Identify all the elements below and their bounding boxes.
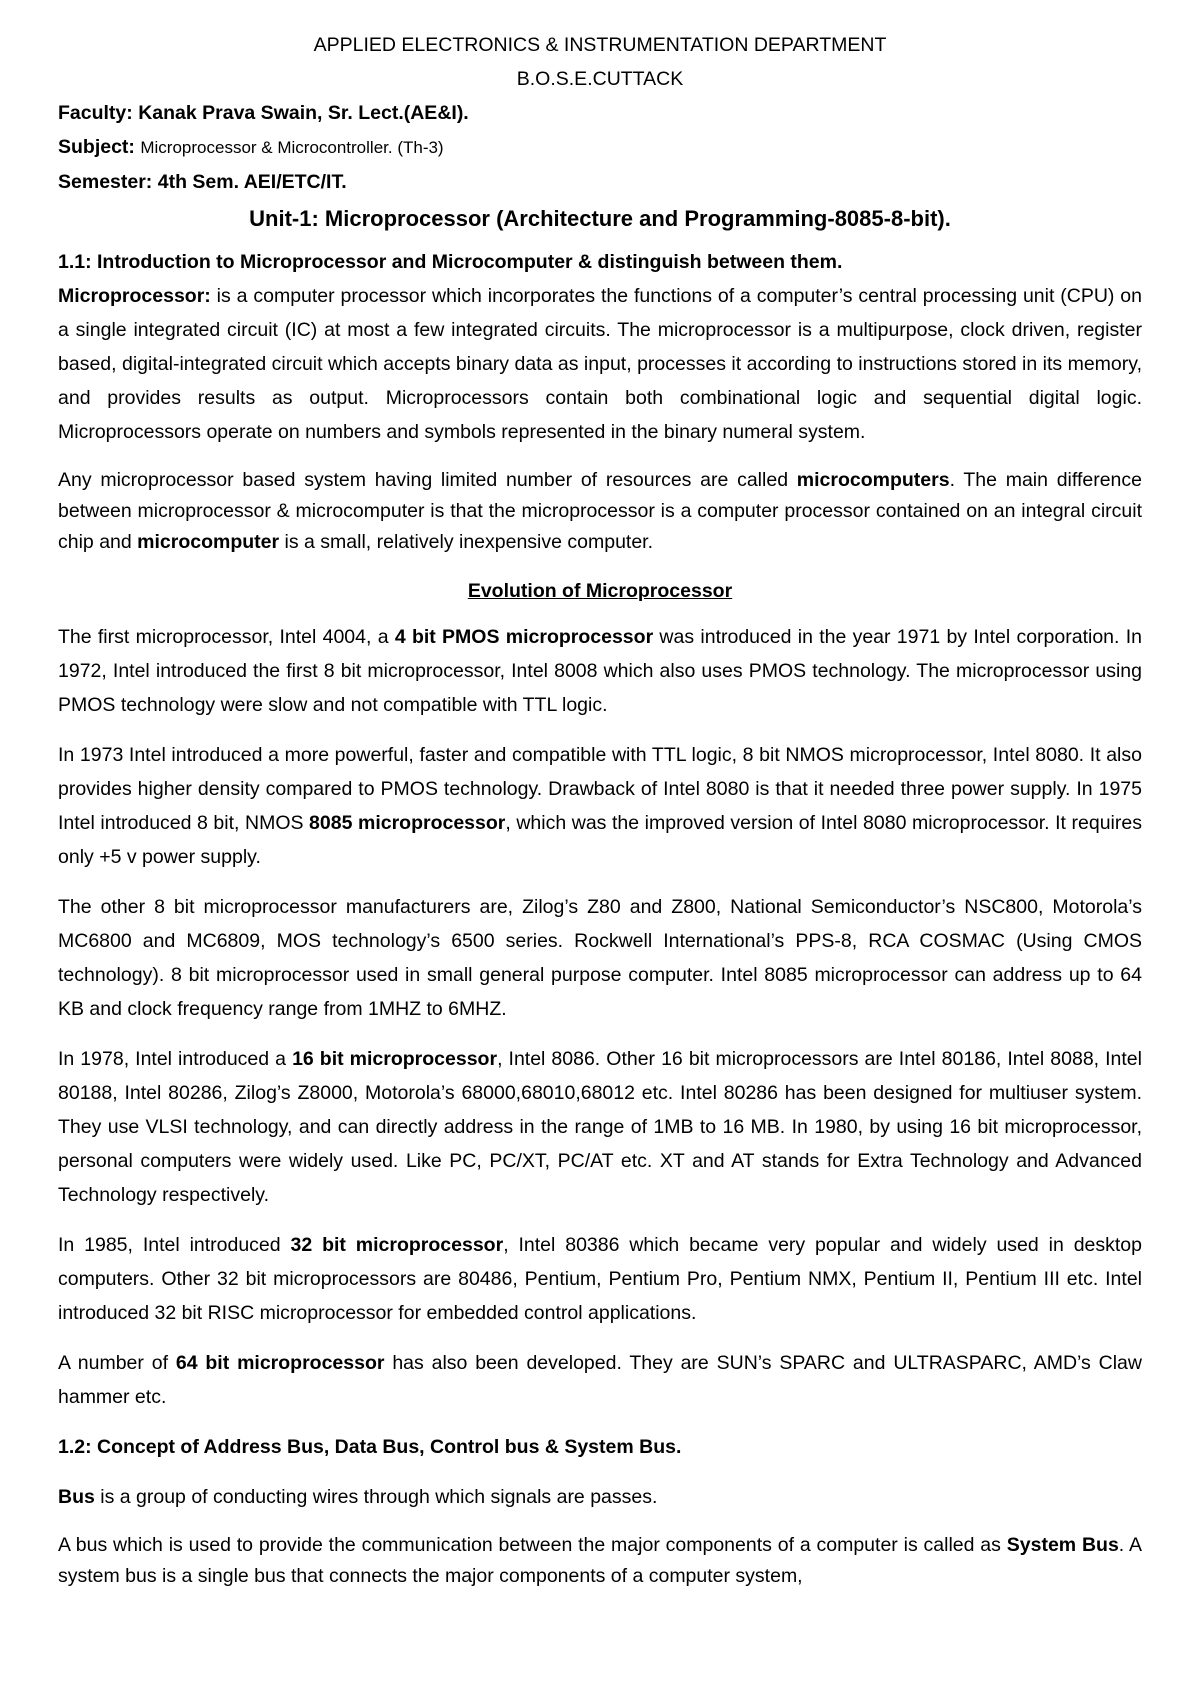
bold-term: microcomputer: [137, 531, 280, 553]
text-run: is a group of conducting wires through which signals are passes.: [94, 1486, 658, 1508]
text-run: , Intel 8086. Other 16 bit microprocessors are Intel 80186, Intel 8088, Intel 80188, Intel 80286, Zilog’s Z8000, Motorola’s 68000,68010,68012 etc. Intel 80286 has been designed for multiuser system. They use VLSI technology, and can directly address in the range of 1MB to 16 MB. In 1980, by using 16 bit microprocessor, personal computers were widely used. Like PC, PC/XT, PC/AT etc. XT and AT stands for Extra Technology and Advanced Technology respectively.: [58, 1048, 1142, 1206]
microprocessor-text: is a computer processor which incorporates the functions of a computer’s central processing unit (CPU) on a single integrated circuit (IC) at most a few integrated circuits. The microprocessor is a multipurpose, clock driven, register based, digital-integrated circuit which accepts binary data as input, processes it according to instructions stored in its memory, and provides results as output. Microprocessors contain both combinational logic and sequential digital logic. Microprocessors operate on numbers and symbols represented in the binary numeral system.: [58, 285, 1142, 443]
faculty-line: [58, 96, 1142, 130]
text-run: A bus which is used to provide the communication between the major components of a computer is called as: [58, 1534, 1007, 1556]
text-run: was introduced in the year 1971 by Intel corporation. In 1972, Intel introduced the first 8 bit microprocessor, Intel 8008 which also uses PMOS technology. The microprocessor using PMOS technology were slow and not compatible with TTL logic.: [58, 626, 1142, 716]
text-run: , Intel 80386 which became very popular and widely used in desktop computers. Other 32 bit microprocessors are 80486, Pentium, Pentium Pro, Pentium NMX, Pentium II, Pentium III etc. Intel introduced 32 bit RISC microprocessor for embedded control applications.: [58, 1234, 1142, 1324]
bold-term: Bus: [58, 1486, 95, 1508]
evolution-paragraph-6: [58, 1346, 1142, 1414]
faculty-label: Faculty:: [58, 102, 133, 124]
text-run: . A system bus is a single bus that connects the major components of a computer system,: [58, 1534, 1142, 1587]
bold-term: microcomputers: [796, 469, 950, 491]
microcomputer-paragraph: [58, 465, 1142, 558]
text-run: is a small, relatively inexpensive computer.: [279, 531, 654, 553]
text-run: In 1978, Intel introduced a: [58, 1048, 293, 1070]
system-bus-paragraph: [58, 1530, 1142, 1592]
microprocessor-definition: [58, 279, 1142, 449]
unit-title: Unit-1: Microprocessor (Architecture and Programming-8085-8-bit).: [249, 206, 951, 231]
section-2-title: 1.2: Concept of Address Bus, Data Bus, Control bus & System Bus.: [58, 1436, 682, 1458]
evolution-paragraph-1: [58, 620, 1142, 722]
text-run: , which was the improved version of Intel 8080 microprocessor. It requires only +5 v power supply.: [58, 812, 1142, 868]
evolution-heading: Evolution of Microprocessor: [467, 580, 733, 602]
subject-line: [58, 130, 1142, 165]
faculty-value: Kanak Prava Swain, Sr. Lect.(AE&I).: [138, 102, 469, 124]
bold-term: 8085 microprocessor: [309, 812, 506, 834]
bold-term: 32 bit microprocessor: [290, 1234, 504, 1256]
bus-definition: [58, 1480, 1142, 1514]
bold-term: 4 bit PMOS microprocessor: [394, 626, 654, 648]
semester-value: 4th Sem. AEI/ETC/IT.: [157, 171, 347, 193]
evolution-paragraph-5: [58, 1228, 1142, 1330]
evolution-paragraph-4: [58, 1042, 1142, 1212]
text-run: A number of: [58, 1352, 176, 1374]
semester-label: Semester:: [58, 171, 153, 193]
subject-label: Subject:: [58, 136, 135, 158]
evolution-paragraph-3: The other 8 bit microprocessor manufacturers are, Zilog’s Z80 and Z800, National Semiconductor’s NSC800, Motorola’s MC6800 and MC6809, MOS technology’s 6500 series. Rockwell International’s PPS-8, RCA COSMAC (Using CMOS technology). 8 bit microprocessor used in small general purpose computer. Intel 8085 microprocessor can address up to 64 KB and clock frequency range from 1MHZ to 6MHZ.: [58, 896, 1142, 1020]
text-run: Any microprocessor based system having limited number of resources are called: [58, 469, 797, 491]
text-run: In 1973 Intel introduced a more powerful, faster and compatible with TTL logic, 8 bit NMOS microprocessor, Intel 8080. It also provides higher density compared to PMOS technology. Drawback of Intel 8080 is that it needed three power supply. In 1975 Intel introduced 8 bit, NMOS: [58, 744, 1142, 834]
section-1-title: 1.1: Introduction to Microprocessor and Microcomputer & distinguish between them.: [58, 251, 843, 273]
text-run: In 1985, Intel introduced: [58, 1234, 291, 1256]
text-run: has also been developed. They are SUN’s SPARC and ULTRASPARC, AMD’s Claw hammer etc.: [58, 1352, 1142, 1408]
bold-term: 16 bit microprocessor: [292, 1048, 498, 1070]
text-run: . The main difference between microprocessor & microcomputer is that the microprocessor is a computer processor contained on an integral circuit chip and: [58, 469, 1142, 553]
semester-line: [58, 165, 1142, 199]
department-heading: APPLIED ELECTRONICS & INSTRUMENTATION DEPARTMENT: [313, 34, 887, 56]
institute-heading: B.O.S.E.CUTTACK: [516, 68, 684, 90]
text-run: The first microprocessor, Intel 4004, a: [58, 626, 395, 648]
bold-term: System Bus: [1006, 1534, 1119, 1556]
microprocessor-term: Microprocessor:: [58, 285, 211, 307]
bold-term: 64 bit microprocessor: [175, 1352, 385, 1374]
subject-value: Microprocessor & Microcontroller. (Th-3): [140, 138, 444, 157]
evolution-paragraph-2: [58, 738, 1142, 874]
